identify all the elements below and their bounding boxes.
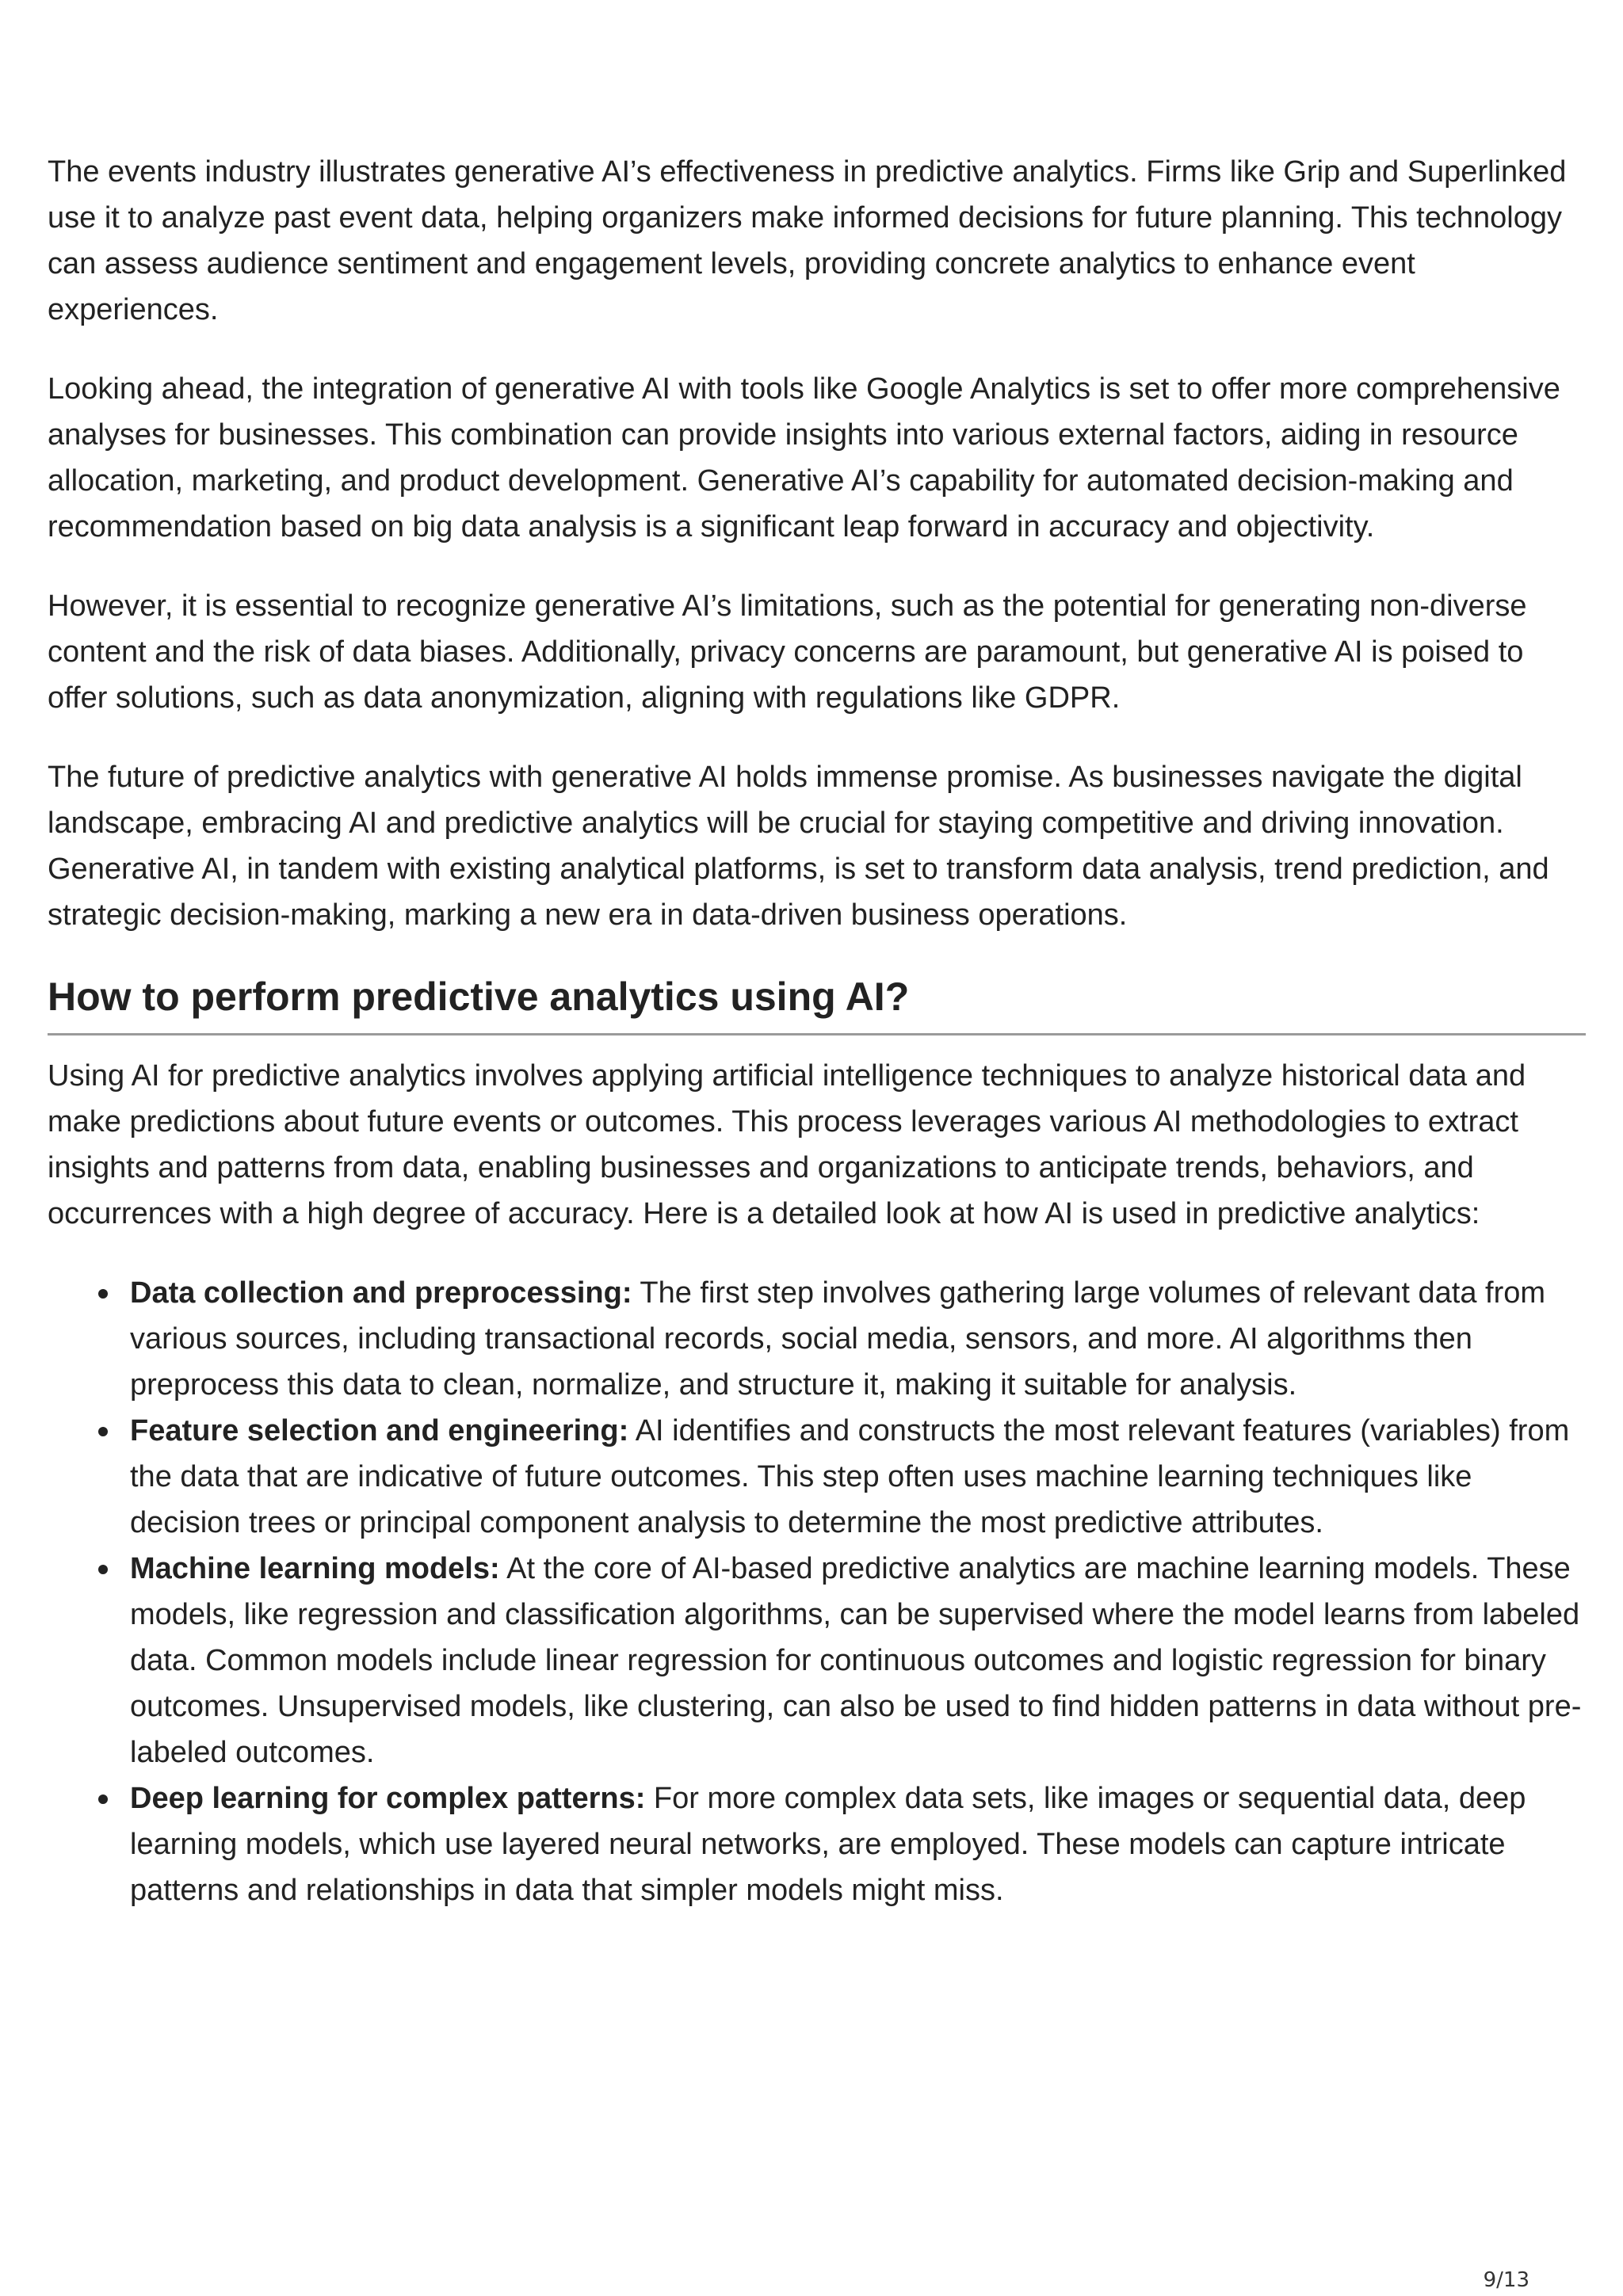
section-heading: How to perform predictive analytics using AI? (48, 971, 1586, 1035)
list-item-term: Machine learning models: (130, 1552, 500, 1585)
list-item (130, 1408, 1586, 1546)
list-item (130, 1270, 1586, 1408)
list-item-term: Data collection and preprocessing: (130, 1276, 632, 1310)
bullet-icon (98, 1794, 108, 1804)
list-item-term: Deep learning for complex patterns: (130, 1782, 646, 1815)
list-item (130, 1546, 1586, 1775)
bullet-icon (98, 1565, 108, 1574)
list-item (130, 1775, 1586, 1913)
document-page (48, 149, 1586, 1913)
bullet-icon (98, 1427, 108, 1436)
paragraph-events-industry: The events industry illustrates generative AI’s effectiveness in predictive analytics. Firms like Grip and Superlinked use it to analyze past event data, helping organizers make informed decisions for future planning. This technology can assess audience sentiment and engagement levels, providing concrete analytics to enhance event experiences. (48, 155, 1567, 326)
list-item-text: The first step involves gathering large volumes of relevant data from various sources, including transactional records, social media, sensors, and more. AI algorithms then preprocess this data to clean, normalize, and structure it, making it suitable for analysis. (130, 1276, 1546, 1402)
list-item-term: Feature selection and engineering: (130, 1414, 629, 1447)
list-item-text: For more complex data sets, like images or sequential data, deep learning models, which use layered neural networks, are employed. These models can capture intricate patterns and relationships in data that simpler models might miss. (130, 1782, 1526, 1907)
bullet-list (48, 1270, 1586, 1913)
section-intro: Using AI for predictive analytics involves applying artificial intelligence techniques to analyze historical data and make predictions about future events or outcomes. This process leverages various AI methodologies to extract insights and patterns from data, enabling businesses and organizations to anticipate trends, behaviors, and occurrences with a high degree of accuracy. Here is a detailed look at how AI is used in predictive analytics: (48, 1059, 1526, 1230)
list-item-text: At the core of AI-based predictive analytics are machine learning models. These models, like regression and classification algorithms, can be supervised where the model learns from labeled data. Common models include linear regression for continuous outcomes and logistic regression for binary outcomes. Unsupervised models, like clustering, can also be used to find hidden patterns in data without pre-labeled outcomes. (130, 1552, 1582, 1769)
list-item-text: AI identifies and constructs the most relevant features (variables) from the data that are indicative of future outcomes. This step often uses machine learning techniques like decision trees or principal component analysis to determine the most predictive attributes. (130, 1414, 1570, 1539)
bullet-icon (98, 1289, 108, 1299)
paragraph-limitations: However, it is essential to recognize generative AI’s limitations, such as the potential for generating non-diverse content and the risk of data biases. Additionally, privacy concerns are paramount, but generative AI is poised to offer solutions, such as data anonymization, aligning with regulations like GDPR. (48, 589, 1527, 715)
paragraph-looking-ahead: Looking ahead, the integration of generative AI with tools like Google Analytics is set to offer more comprehensive analyses for businesses. This combination can provide insights into various external factors, aiding in resource allocation, marketing, and product development. Generative AI’s capability for automated decision-making and recommendation based on big data analysis is a significant leap forward in accuracy and objectivity. (48, 372, 1560, 543)
paragraph-future: The future of predictive analytics with generative AI holds immense promise. As businesses navigate the digital landscape, embracing AI and predictive analytics will be crucial for staying competitive and driving innovation. Generative AI, in tandem with existing analytical platforms, is set to transform data analysis, trend prediction, and strategic decision-making, marking a new era in data-driven business operations. (48, 761, 1549, 932)
page-number: 9/13 (1483, 2268, 1529, 2292)
